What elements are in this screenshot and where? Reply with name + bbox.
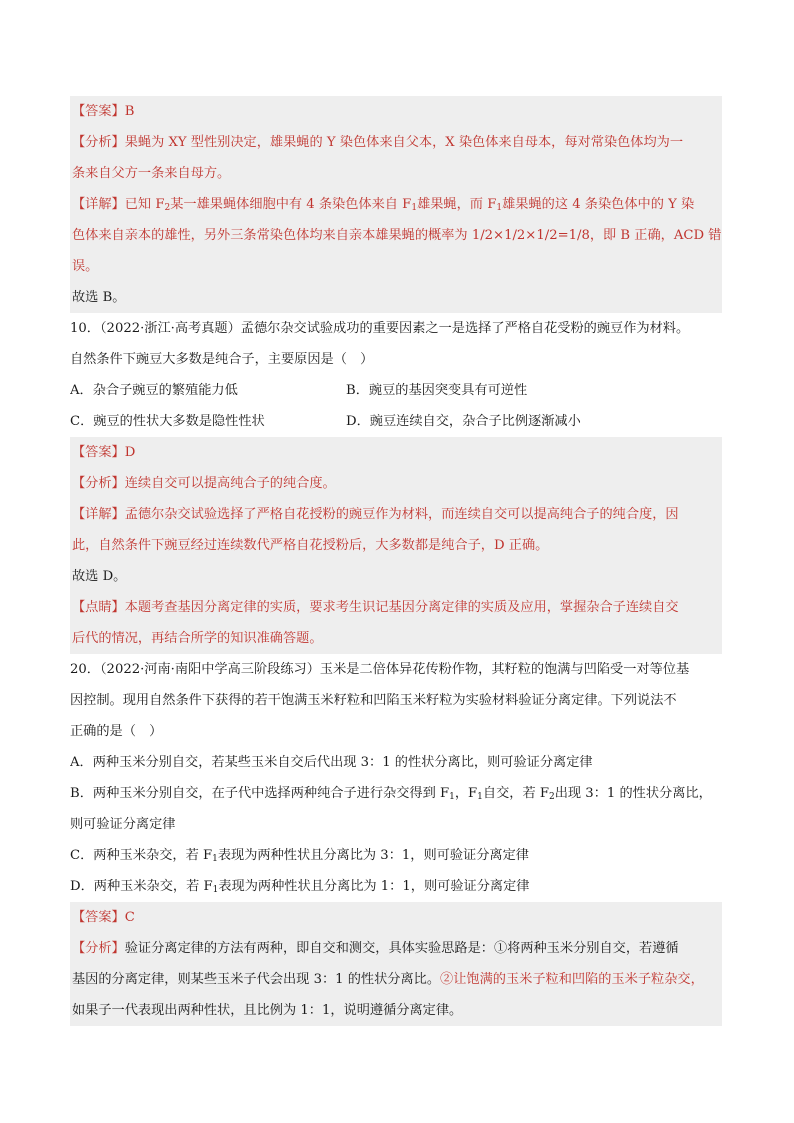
q20-stem-line-3: 正确的是（ ） <box>70 724 163 739</box>
analysis-text: 果蝇为 XY 型性别决定，雄果蝇的 Y 染色体来自父本，X 染色体来自母本，每对常染色体均为一 <box>124 135 684 150</box>
analysis-text-highlight: ②让饱满的玉米子粒和凹陷的玉米子粒杂交， <box>440 972 704 987</box>
q20-analysis-line-1 <box>70 933 722 964</box>
option-c: C．豌豆的性状大多数是隐性性状 <box>70 414 265 429</box>
q10-stem-line-1: 10．（2022·浙江·高考真题）孟德尔杂交试验成功的重要因素之一是选择了严格自花受粉的豌豆作为材料。 <box>70 321 690 336</box>
q10-options-row-2 <box>70 406 722 437</box>
q9-analysis-line-2 <box>70 158 722 189</box>
q10-stem-line-2: 自然条件下豌豆大多数是纯合子，主要原因是（ ） <box>70 352 374 367</box>
answer-tag: 【答案】 <box>72 910 125 925</box>
q20-option-b-line-2: 则可验证分离定律 <box>70 817 176 832</box>
comment-text: 本题考查基因分离定律的实质，要求考生识记基因分离定律的实质及应用，掌握杂合子连续自交 <box>124 600 679 615</box>
q10-conclusion <box>70 561 722 592</box>
detail-text: 已知 $F_2$某一雄果蝇体细胞中有 4 条染色体来自 $F_1$雄果蝇，而 $F_1$雄果蝇的这 4 条染色体中的 Y 染 <box>124 197 695 213</box>
detail-text: 误。 <box>72 259 99 274</box>
answer-value: D <box>124 445 136 460</box>
comment-tag: 【点睛】 <box>72 600 125 615</box>
q20-stem-line-1: 20．（2022·河南·南阳中学高三阶段练习）玉米是二倍体异花传粉作物，其籽粒的饱满与凹陷受一对等位基 <box>70 662 690 677</box>
answer-value: C <box>124 910 135 925</box>
q20-option-c: C．两种玉米杂交，若 $F_1$表现为两种性状且分离比为 3：1，则可验证分离定律 <box>70 848 529 864</box>
detail-text: 色体来自亲本的雄性，另外三条常染色体均来自亲本雄果蝇的概率为 1/2×1/2×1/2=1/8，即 B 正确，ACD 错 <box>72 228 722 243</box>
detail-text: 此，自然条件下豌豆经过连续数代严格自花授粉后，大多数都是纯合子，D 正确。 <box>72 538 549 553</box>
q10-answer-line <box>70 437 722 468</box>
q20-option-b-line-1: B．两种玉米分别自交，在子代中选择两种纯合子进行杂交得到 $F_1$，$F_1$自交，若 $F_2$出现 3：1 的性状分离比， <box>70 786 712 802</box>
q9-analysis-line-1 <box>70 127 722 158</box>
analysis-tag: 【分析】 <box>72 476 125 491</box>
analysis-text: 连续自交可以提高纯合子的纯合度。 <box>124 476 336 491</box>
analysis-text: 验证分离定律的方法有两种，即自交和测交，具体实验思路是：①将两种玉米分别自交，若遵循 <box>124 941 679 956</box>
option-d: D．豌豆连续自交，杂合子比例逐渐减小 <box>346 414 581 429</box>
q20-option-a: A．两种玉米分别自交，若某些玉米自交后代出现 3：1 的性状分离比，则可验证分离定律 <box>70 755 593 770</box>
q20-option-d: D．两种玉米杂交，若 $F_1$表现为两种性状且分离比为 1：1，则可验证分离定律 <box>70 879 530 895</box>
comment-text: 后代的情况，再结合所学的知识准确答题。 <box>72 631 323 646</box>
answer-tag: 【答案】 <box>72 104 125 119</box>
q20-analysis-line-3 <box>70 995 722 1026</box>
q20-answer-line <box>70 902 722 933</box>
q9-answer-line <box>70 96 722 127</box>
document-page <box>70 96 722 1026</box>
q9-detail-line-2 <box>70 220 722 251</box>
q9-conclusion <box>70 282 722 313</box>
conclusion-text: 故选 B。 <box>72 290 126 305</box>
q20-analysis-line-2 <box>70 964 722 995</box>
q10-comment-line-2 <box>70 623 722 654</box>
answer-value: B <box>124 104 135 119</box>
q10-detail-line-1 <box>70 499 722 530</box>
q9-detail-line-1 <box>70 189 722 220</box>
q10-options-row-1 <box>70 375 722 406</box>
conclusion-text: 故选 D。 <box>72 569 127 584</box>
option-b: B．豌豆的基因突变具有可逆性 <box>346 383 528 398</box>
detail-text: 孟德尔杂交试验选择了严格自花授粉的豌豆作为材料，而连续自交可以提高纯合子的纯合度，因 <box>124 507 679 522</box>
q10-comment-line-1 <box>70 592 722 623</box>
q10-detail-line-2 <box>70 530 722 561</box>
answer-tag: 【答案】 <box>72 445 125 460</box>
q10-analysis-line <box>70 468 722 499</box>
option-a: A．杂合子豌豆的繁殖能力低 <box>70 383 238 398</box>
q20-stem-line-2: 因控制。现用自然条件下获得的若干饱满玉米籽粒和凹陷玉米籽粒为实验材料验证分离定律。下列说法不 <box>70 693 677 708</box>
analysis-tag: 【分析】 <box>72 135 125 150</box>
analysis-text: 基因的分离定律，则某些玉米子代会出现 3：1 的性状分离比。 <box>72 972 441 987</box>
analysis-text: 如果子一代表现出两种性状，且比例为 1：1，说明遵循分离定律。 <box>72 1003 463 1018</box>
analysis-text: 条来自父方一条来自母方。 <box>72 166 231 181</box>
analysis-tag: 【分析】 <box>72 941 125 956</box>
detail-tag: 【详解】 <box>72 197 125 212</box>
detail-tag: 【详解】 <box>72 507 125 522</box>
q9-detail-line-3 <box>70 251 722 282</box>
